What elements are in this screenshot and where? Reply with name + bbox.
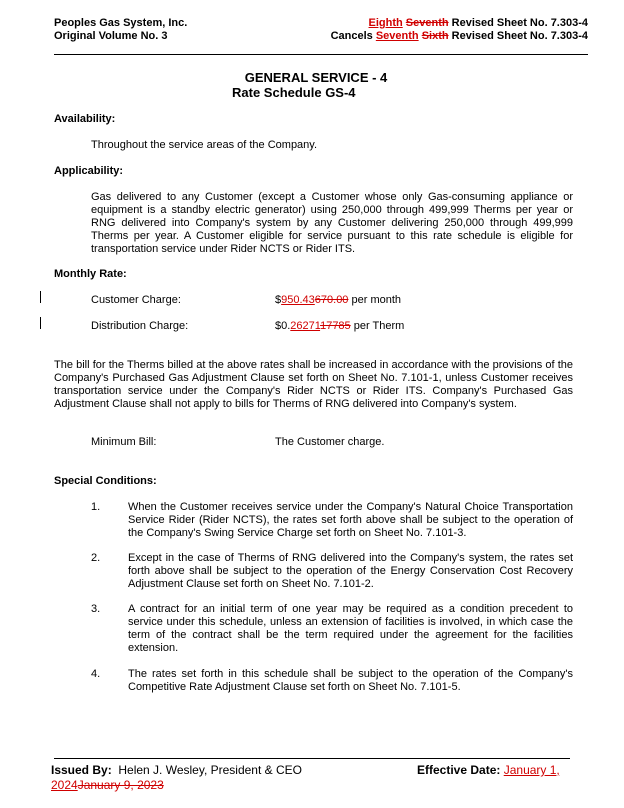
sheet-revision (369, 17, 588, 30)
page-subtitle: Rate Schedule GS-4 (232, 85, 356, 100)
effective-date-continued: 2024January 9, 2023 (51, 778, 164, 792)
condition-text: Except in the case of Therms of RNG delivered into the Company's system, the rates set forth above shall be subject to the operation of the Energy Conservation Cost Recovery Adjustment Clause set forth on Sheet No. 7.101-2. (128, 552, 573, 590)
revision-sheet: Revised Sheet No. 7.303-4 (451, 17, 588, 29)
page-title: GENERAL SERVICE - 4 (244, 70, 388, 85)
change-bar (40, 291, 41, 303)
cancels-prefix: Cancels (330, 30, 373, 42)
condition-text: A contract for an initial term of one year may be required as a condition precedent to service under this schedule, unless an extension of facilities is involved, in which case the term of the contract shall be the term required under the agreement for the facilities extension. (128, 603, 573, 654)
effective-date: Effective Date: January 1, (417, 763, 560, 777)
pga-paragraph: The bill for the Therms billed at the above rates shall be increased in accordance with the provisions of the Company's Purchased Gas Adjustment Clause set forth on Sheet No. 7.101-1, unless Customer receives transportation service under the Company's Rider NCTS or Rider ITS. Company's Purchased Gas Adjustment Clause shall not apply to bills for Therms of RNG delivered into Company's system. (54, 359, 573, 410)
customer-charge-label: Customer Charge: (91, 294, 181, 306)
change-bar (40, 317, 41, 329)
special-conditions-heading: Special Conditions: (54, 475, 157, 487)
availability-heading: Availability: (54, 113, 116, 125)
monthly-rate-heading: Monthly Rate: (54, 268, 127, 280)
applicability-text: Gas delivered to any Customer (except a Customer whose only Gas-consuming appliance or equipment is a standby electric generator) using 250,000 through 499,999 Therms per year or RNG delivered into Company's system by any Customer delivering 250,000 through 499,999 Therms per year. A Customer eligible for service pursuant to this rate schedule is eligible for transportation service under Rider NCTS or Rider ITS. (91, 191, 573, 255)
minimum-bill-value: The Customer charge. (275, 436, 385, 448)
applicability-heading: Applicability: (54, 165, 124, 177)
condition-number: 2. (91, 552, 101, 564)
condition-number: 1. (91, 501, 101, 513)
cancels-sheet: Revised Sheet No. 7.303-4 (451, 30, 588, 42)
minimum-bill-label: Minimum Bill: (91, 436, 157, 448)
condition-number: 3. (91, 603, 101, 615)
condition-number: 4. (91, 668, 101, 680)
customer-charge-value: $950.43670.00 per month (275, 294, 402, 306)
header-rule (54, 54, 588, 55)
footer-rule (54, 758, 570, 759)
volume-number: Original Volume No. 3 (54, 30, 168, 42)
revision-deleted: Seventh (405, 17, 449, 29)
distribution-charge-value: $0.2627117785 per Therm (275, 320, 405, 332)
condition-text: The rates set forth in this schedule shall be subject to the operation of the Company's Competitive Rate Adjustment Clause set forth on Sheet No. 7.101-5. (128, 668, 573, 693)
issued-by: Issued By: Helen J. Wesley, President & CEO (51, 763, 302, 777)
sheet-cancels (331, 30, 588, 43)
availability-text: Throughout the service areas of the Company. (91, 139, 318, 151)
company-name: Peoples Gas System, Inc. (54, 17, 188, 29)
revision-inserted: Eighth (368, 17, 403, 29)
cancels-deleted: Sixth (421, 30, 449, 42)
cancels-inserted: Seventh (375, 30, 419, 42)
distribution-charge-label: Distribution Charge: (91, 320, 189, 332)
condition-text: When the Customer receives service under the Company's Natural Choice Transportation Service Rider (Rider NCTS), the rates set forth above shall be subject to the operation of the Company's Swing Service Charge set forth on Sheet No. 7.101-3. (128, 501, 573, 539)
